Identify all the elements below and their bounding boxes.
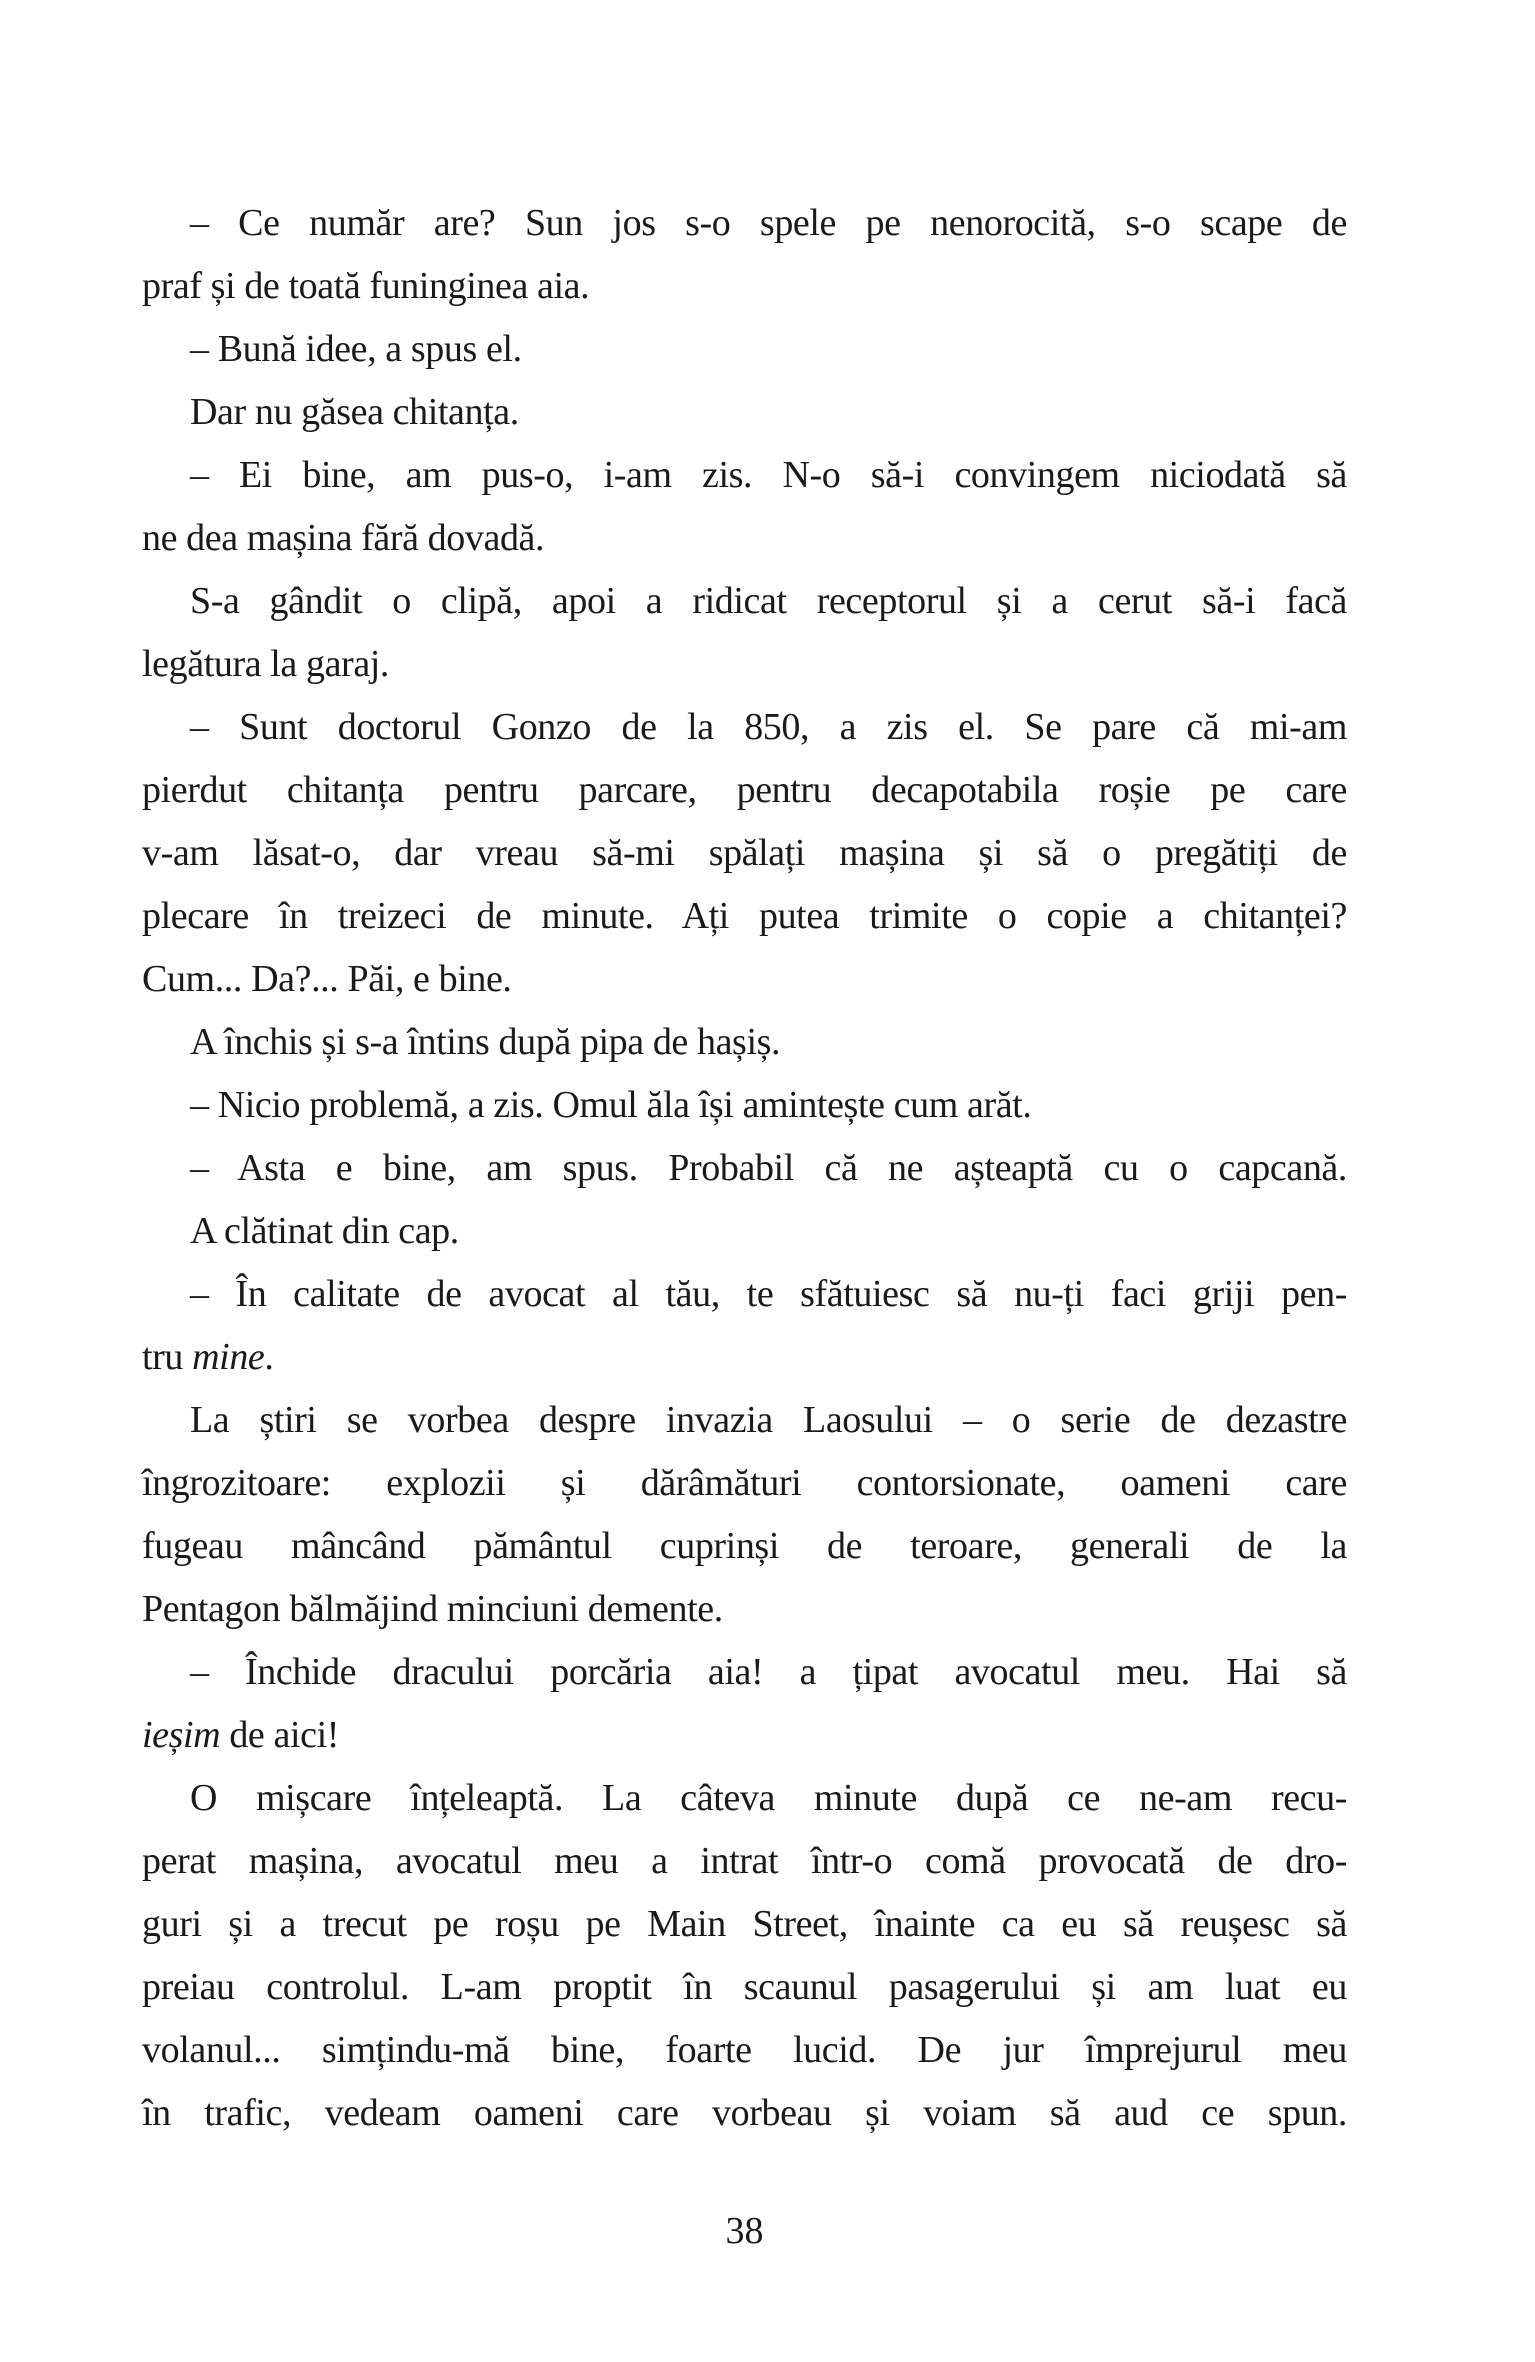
text-segment: – Asta e bine, am spus. Probabil că ne așteaptă cu o capcană. — [190, 1147, 1347, 1189]
text-line — [142, 1389, 1347, 1452]
text-line — [142, 318, 1347, 381]
text-line — [142, 1956, 1347, 2019]
text-segment: A clătinat din cap. — [190, 1210, 459, 1252]
text-segment: – În calitate de avocat al tău, te sfătuiesc să nu-ți faci griji pen- — [190, 1273, 1347, 1315]
text-line — [142, 759, 1347, 822]
text-segment: tru — [142, 1336, 193, 1378]
text-segment: – Nicio problemă, a zis. Omul ăla își amintește cum arăt. — [190, 1084, 1032, 1126]
text-line — [142, 1893, 1347, 1956]
text-segment: ne dea mașina fără dovadă. — [142, 517, 545, 559]
text-segment: . — [264, 1336, 274, 1378]
text-segment: preiau controlul. L-am proptit în scaunul pasagerului și am luat eu — [142, 1966, 1347, 2008]
text-segment: – Ei bine, am pus-o, i-am zis. N-o să-i convingem niciodată să — [190, 454, 1347, 496]
page-number: 38 — [725, 2210, 764, 2252]
text-segment: perat mașina, avocatul meu a intrat într-o comă provocată de dro- — [142, 1840, 1347, 1882]
text-block — [142, 192, 1347, 2145]
italic-text: mine — [192, 1336, 265, 1378]
text-segment: guri și a trecut pe roșu pe Main Street, înainte ca eu să reușesc să — [142, 1903, 1347, 1945]
text-line — [142, 1641, 1347, 1704]
text-line — [142, 1011, 1347, 1074]
text-line — [142, 2082, 1347, 2145]
text-segment: – Închide dracului porcăria aia! a țipat avocatul meu. Hai să — [190, 1651, 1347, 1693]
text-segment: Cum... Da?... Păi, e bine. — [142, 958, 512, 1000]
text-line — [142, 1578, 1347, 1641]
text-line — [142, 633, 1347, 696]
text-segment: v-am lăsat-o, dar vreau să-mi spălați mașina și să o pregătiți de — [142, 832, 1347, 874]
text-line — [142, 192, 1347, 255]
text-line — [142, 1326, 1347, 1389]
text-line — [142, 885, 1347, 948]
text-line — [142, 255, 1347, 318]
text-segment: legătura la garaj. — [142, 643, 390, 685]
text-line — [142, 2019, 1347, 2082]
text-segment: praf și de toată funinginea aia. — [142, 265, 590, 307]
text-segment: de aici! — [220, 1714, 339, 1756]
text-segment: O mișcare înțeleaptă. La câteva minute după ce ne-am recu- — [190, 1777, 1347, 1819]
text-line — [142, 570, 1347, 633]
text-line — [142, 822, 1347, 885]
text-segment: A închis și s-a întins după pipa de hașiș. — [190, 1021, 781, 1063]
text-segment: – Ce număr are? Sun jos s-o spele pe nenorocită, s-o scape de — [190, 202, 1347, 244]
text-segment: în trafic, vedeam oameni care vorbeau și voiam să aud ce spun. — [142, 2092, 1347, 2134]
text-segment: plecare în treizeci de minute. Ați putea trimite o copie a chitanței? — [142, 895, 1347, 937]
text-line — [142, 1452, 1347, 1515]
text-line — [142, 1074, 1347, 1137]
text-segment: La știri se vorbea despre invazia Laosului – o serie de dezastre — [190, 1399, 1347, 1441]
text-segment: fugeau mâncând pământul cuprinși de teroare, generali de la — [142, 1525, 1347, 1567]
text-segment: îngrozitoare: explozii și dărâmături contorsionate, oameni care — [142, 1462, 1347, 1504]
text-line — [142, 507, 1347, 570]
text-line — [142, 1767, 1347, 1830]
text-line — [142, 381, 1347, 444]
text-line — [142, 1515, 1347, 1578]
text-segment: volanul... simțindu-mă bine, foarte lucid. De jur împrejurul meu — [142, 2029, 1347, 2071]
italic-text: ieșim — [142, 1714, 221, 1756]
text-line — [142, 1263, 1347, 1326]
text-segment: – Sunt doctorul Gonzo de la 850, a zis el. Se pare că mi-am — [190, 706, 1347, 748]
text-line — [142, 1200, 1347, 1263]
text-line — [142, 444, 1347, 507]
text-line — [142, 1137, 1347, 1200]
text-line — [142, 696, 1347, 759]
text-segment: pierdut chitanța pentru parcare, pentru decapotabila roșie pe care — [142, 769, 1347, 811]
text-segment: Dar nu găsea chitanța. — [190, 391, 519, 433]
text-line — [142, 948, 1347, 1011]
text-line — [142, 1830, 1347, 1893]
text-line — [142, 1704, 1347, 1767]
text-segment: – Bună idee, a spus el. — [190, 328, 522, 370]
text-segment: S-a gândit o clipă, apoi a ridicat receptorul și a cerut să-i facă — [190, 580, 1347, 622]
text-segment: Pentagon bălmăjind minciuni demente. — [142, 1588, 723, 1630]
